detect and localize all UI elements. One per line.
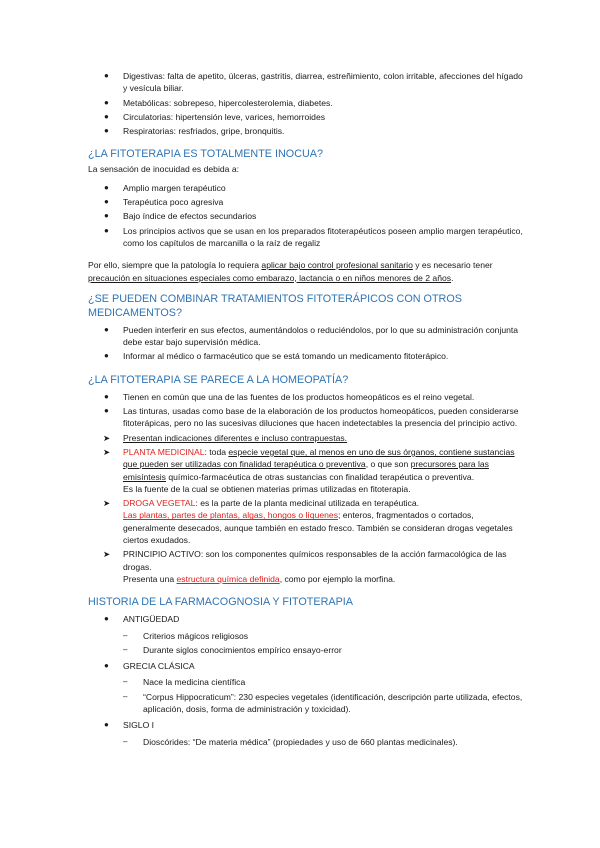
list-item-text: SIGLO I [123, 720, 155, 731]
list-item-text: GRECIA CLÁSICA [123, 661, 195, 672]
sub-list-item [88, 736, 528, 748]
underlined-text: precursores para las emisíntesis [123, 459, 489, 482]
list-item-text: Informar al médico o farmacéutico que se está tomando un medicamento fitoterápico. [123, 351, 449, 362]
section-heading: HISTORIA DE LA FARMACOGNOSIA Y FITOTERAPIA [88, 596, 353, 609]
dash-icon: – [123, 630, 128, 640]
underlined-text: especie vegetal que, al menos en uno de sus órganos, contiene sustancias que pueden ser utilizadas con finalidad terapéutica o preventiva [123, 446, 515, 470]
list-item-text: Metabólicas: sobrepeso, hipercolesterolemia, diabetes. [123, 97, 333, 108]
bullet-icon: ● [104, 225, 109, 235]
paragraph-text: . [451, 272, 454, 283]
list-item [88, 210, 528, 222]
section-heading: ¿LA FITOTERAPIA SE PARECE A LA HOMEOPATÍA? [88, 373, 349, 386]
bullet-icon: ● [104, 197, 109, 207]
list-item-text: Respiratorias: resfriados, gripe, bronquitis. [123, 126, 285, 137]
bullet-icon: ● [104, 720, 109, 730]
bullet-icon: ● [104, 71, 109, 80]
list-item-text: ANTIGÜEDAD [123, 614, 180, 625]
definition-principio-activo [88, 548, 528, 585]
definition-text: Presenta una [123, 573, 177, 584]
list-item [88, 405, 528, 430]
paragraph [88, 259, 528, 284]
definition-text: ; enteros, fragmentados o cortados, generalmente desecados, aunque también en estado fresco. También se consideran drogas vegetales ciertos exudados. [123, 510, 513, 546]
list-item-text: Circulatorias: hipertensión leve, varices, hemorroides [123, 111, 326, 122]
sub-list-item [88, 691, 528, 716]
arrow-bullet-icon: ➤ [103, 549, 111, 560]
list-item [88, 613, 528, 625]
document-body [88, 70, 528, 748]
bullet-icon: ● [104, 126, 109, 136]
definition-note: Es la fuente de la cual se obtienen materias primas utilizadas en fitoterapia. [123, 483, 411, 494]
arrow-bullet-icon: ➤ [103, 446, 111, 457]
definition-text: PRINCIPIO ACTIVO: son los componentes químicos responsables de la acción farmacológica de las drogas. [123, 549, 507, 572]
list-item-text: Digestivas: falta de apetito, úlceras, gastritis, diarrea, estreñimiento, colon irritable, afecciones del hígado y vesícula biliar. [123, 71, 523, 94]
term-label: PLANTA MEDICINAL [123, 446, 205, 457]
list-item-text: Amplio margen terapéutico [123, 182, 226, 193]
underlined-text: Las plantas, partes de plantas, algas, hongos o líquenes [123, 510, 338, 521]
dash-icon: – [123, 691, 128, 701]
definition-planta-medicinal [88, 446, 528, 483]
definition-text: , o que son [365, 459, 411, 470]
bullet-icon: ● [104, 182, 109, 192]
list-item-text: Los principios activos que se usan en los preparados fitoterapéuticos poseen amplio margen terapéutico, como los capítulos de marcanilla o la raíz de regaliz [123, 225, 523, 248]
list-item [88, 196, 528, 208]
list-item [88, 97, 528, 109]
underlined-text: precaución en situaciones especiales como embarazo, lactancia o en niños menores de 2 años [88, 272, 452, 283]
dash-icon: – [123, 644, 128, 654]
arrow-bullet-icon: ➤ [103, 498, 111, 509]
list-item-text: Pueden interferir en sus efectos, aumentándolos o reduciéndolos, por lo que su administración conjunta debe estar bajo supervisión médica. [123, 324, 519, 348]
arrow-bullet-icon: ➤ [103, 432, 111, 443]
definition-text: : es la parte de la planta medicinal utilizada en terapéutica. [195, 498, 420, 509]
list-item-text: Durante siglos conocimientos empírico ensayo-error [143, 644, 342, 655]
paragraph-text: Por ello, siempre que la patología lo requiera [88, 260, 262, 271]
list-item-text: Las tinturas, usadas como base de la elaboración de los productos homeopáticos, pueden considerarse fitoterápicas, pero no las sucesivas diluciones que hacen indetectables la presencia del principio activo. [123, 406, 519, 429]
list-item-text: “Corpus Hippocraticum”: 230 especies vegetales (identificación, descripción parte utilizada, efectos, aplicación, dosis, forma de administración y toxicidad). [143, 691, 523, 714]
list-item [88, 182, 528, 194]
bullet-icon: ● [104, 614, 109, 624]
dash-icon: – [123, 736, 128, 746]
bullet-icon: ● [104, 111, 109, 121]
list-item-text: Dioscórides: “De materia médica” (propiedades y uso de 660 plantas medicinales). [143, 736, 458, 747]
bullet-icon: ● [104, 351, 109, 361]
list-item [88, 111, 528, 123]
list-item [88, 70, 528, 95]
list-item [88, 324, 528, 349]
list-item [88, 350, 528, 362]
bullet-icon: ● [104, 406, 109, 416]
underlined-text: aplicar bajo control profesional sanitario [261, 260, 413, 271]
list-item [88, 125, 528, 137]
sub-list-item [88, 644, 528, 656]
section-heading: ¿SE PUEDEN COMBINAR TRATAMIENTOS FITOTERÁPICOS CON OTROS MEDICAMENTOS? [88, 292, 462, 319]
underlined-text: estructura química definida [176, 573, 280, 584]
bullet-icon: ● [104, 661, 109, 671]
list-item-text: Criterios mágicos religiosos [143, 630, 249, 641]
list-item-text: Nace la medicina científica [143, 677, 246, 688]
sub-list-item [88, 630, 528, 642]
dash-icon: – [123, 677, 128, 687]
list-item-text: Presentan indicaciones diferentes e incluso contrapuestas. [123, 432, 348, 443]
bullet-icon: ● [104, 97, 109, 107]
definition-text: químico-farmacéutica de otras sustancias con finalidad terapéutica o preventiva. [165, 471, 475, 482]
term-label: DROGA VEGETAL [123, 498, 196, 509]
sub-list-item [88, 676, 528, 688]
paragraph-text: y es necesario tener [412, 260, 493, 271]
list-item [88, 225, 528, 250]
bullet-icon: ● [104, 391, 109, 401]
definition-text: , como por ejemplo la morfina. [279, 573, 396, 584]
definition-droga-vegetal [88, 497, 528, 546]
bullet-icon: ● [104, 211, 109, 221]
bullet-icon: ● [104, 324, 109, 334]
section-intro: La sensación de inocuidad es debida a: [88, 164, 239, 175]
list-item [88, 719, 528, 731]
list-item-text: Bajo índice de efectos secundarios [123, 211, 257, 222]
list-item-text: Tienen en común que una de las fuentes de los productos homeopáticos es el reino vegetal. [123, 391, 475, 402]
list-item [88, 391, 528, 403]
list-item [88, 660, 528, 672]
list-item [88, 432, 528, 444]
definition-text: : toda [204, 446, 229, 457]
list-item-text: Terapéutica poco agresiva [123, 197, 224, 208]
section-heading: ¿LA FITOTERAPIA ES TOTALMENTE INOCUA? [88, 148, 323, 161]
